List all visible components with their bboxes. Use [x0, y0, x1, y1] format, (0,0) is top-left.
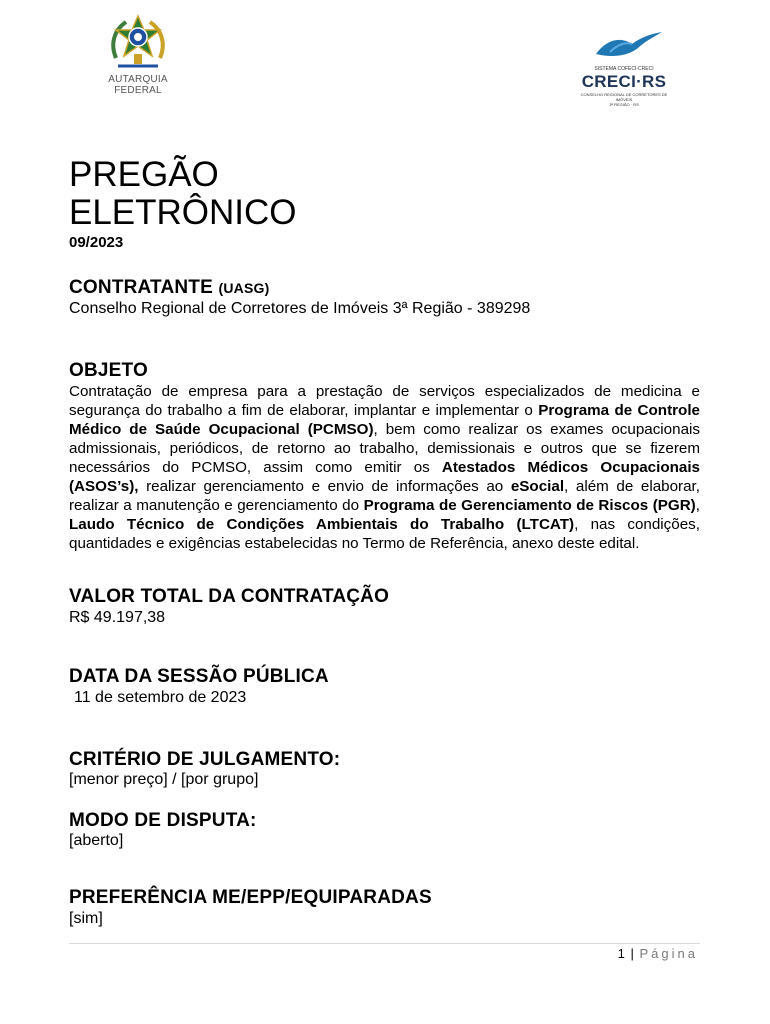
- valor-heading: VALOR TOTAL DA CONTRATAÇÃO: [69, 586, 390, 607]
- contratante-value: Conselho Regional de Corretores de Imóveis 3ª Região - 389298: [69, 300, 531, 317]
- logo-system-text: SISTEMA COFECI-CRECI: [594, 66, 654, 72]
- logo-caption-line2: FEDERAL: [114, 85, 162, 96]
- contratante-heading-suffix: (UASG): [218, 280, 270, 296]
- modo-heading: MODO DE DISPUTA:: [69, 810, 257, 831]
- objeto-text-6: , nas condições, quantidades e exigências estabelecidas no Termo de Referência, anexo deste edital.: [69, 516, 700, 552]
- logo-caption-line1: AUTARQUIA: [108, 74, 168, 85]
- objeto-text-5: ,: [695, 497, 700, 514]
- objeto-heading: OBJETO: [69, 360, 148, 381]
- objeto-text-4: , além de elaborar, realizar a manutenção e gerenciamento do: [69, 478, 700, 514]
- logo-sub-text-1: CONSELHO REGIONAL DE CORRETORES DE IMÓVEIS: [580, 92, 668, 102]
- title-line-1: PREGÃO: [69, 155, 219, 194]
- page-label: Página: [639, 946, 698, 961]
- objeto-bold-4: Programa de Gerenciamento de Riscos (PGR): [363, 497, 696, 514]
- objeto-text-2: , bem como realizar os exames ocupacionais admissionais, periódicos, de retorno ao trabalho, demissionais e outros que se fizerem necessários do PCMSO, assim como emitir os: [69, 421, 700, 476]
- objeto-text-1: Contratação de empresa para a prestação de serviços especializados de medicina e segurança do trabalho a fim de elaborar, implantar e implementar o: [69, 383, 700, 419]
- page-number: 1: [617, 946, 625, 961]
- valor-value: R$ 49.197,38: [69, 609, 166, 626]
- objeto-bold-3: eSocial: [510, 478, 565, 495]
- preferencia-value: [sim]: [69, 910, 103, 927]
- page-separator: |: [630, 946, 634, 961]
- page-footer: [618, 946, 698, 961]
- objeto-bold-2: Atestados Médicos Ocupacionais (ASOS’s),: [69, 459, 700, 495]
- data-sessao-heading: DATA DA SESSÃO PÚBLICA: [69, 666, 329, 687]
- modo-value: [aberto]: [69, 832, 124, 849]
- logo-brand-text: CRECI·RS: [581, 72, 667, 91]
- preferencia-heading: PREFERÊNCIA ME/EPP/EQUIPARADAS: [69, 887, 432, 908]
- title-line-2: ELETRÔNICO: [69, 193, 297, 232]
- objeto-bold-5: Laudo Técnico de Condições Ambientais do Trabalho (LTCAT): [69, 516, 575, 533]
- coat-of-arms-icon: [108, 14, 168, 72]
- contratante-heading: [69, 277, 269, 299]
- hummingbird-icon: [592, 30, 664, 62]
- criterio-value: [menor preço] / [por grupo]: [69, 771, 259, 788]
- data-sessao-value: 11 de setembro de 2023: [74, 689, 247, 706]
- edital-number: 09/2023: [69, 234, 124, 251]
- objeto-paragraph: [69, 382, 700, 553]
- logo-sub-text-2: 3ª REGIÃO · RS: [609, 102, 639, 107]
- footer-divider: [69, 943, 700, 944]
- objeto-bold-1: Programa de Controle Médico de Saúde Ocupacional (PCMSO): [69, 402, 700, 438]
- creci-logo: [578, 30, 670, 107]
- objeto-text-3: realizar gerenciamento e envio de informações ao: [138, 478, 511, 495]
- contratante-heading-text: CONTRATANTE: [69, 277, 213, 298]
- criterio-heading: CRITÉRIO DE JULGAMENTO:: [69, 749, 341, 770]
- coat-of-arms-logo: [100, 14, 176, 98]
